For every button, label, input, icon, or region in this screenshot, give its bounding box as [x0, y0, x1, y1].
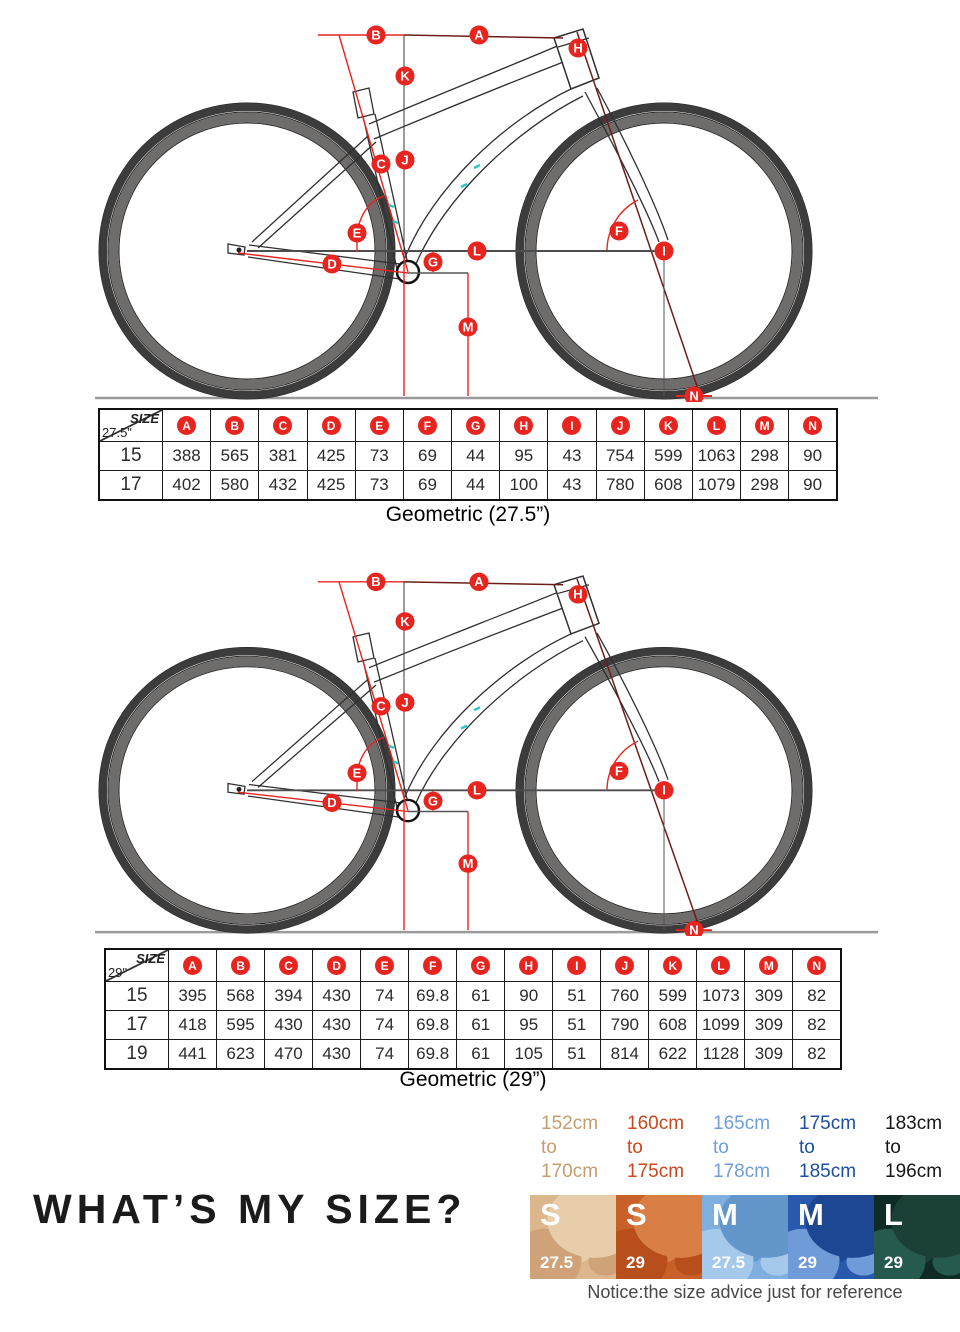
tile-wheel-size: 29 [884, 1253, 903, 1272]
column-header-A: A [169, 949, 217, 982]
header-row [105, 949, 841, 982]
range-from: 152cm [541, 1113, 599, 1134]
geo-value: 425 [307, 442, 355, 471]
geo-value: 425 [307, 471, 355, 501]
geo-value: 74 [361, 1011, 409, 1040]
column-header-B: B [211, 409, 259, 442]
header-row [99, 409, 837, 442]
geo-value: 90 [789, 471, 837, 501]
geo-value: 69 [403, 442, 451, 471]
geo-value: 623 [217, 1040, 265, 1070]
range-to-word: to [885, 1137, 901, 1158]
geo-value: 1073 [697, 982, 745, 1011]
column-header-M: M [741, 409, 789, 442]
column-header-I: I [553, 949, 601, 982]
size-corner-cell: SIZE 27.5" [99, 409, 163, 442]
column-header-E: E [361, 949, 409, 982]
column-header-J: J [596, 409, 644, 442]
tile-size-letter: L [884, 1197, 903, 1232]
range-from: 165cm [713, 1113, 771, 1134]
geo-value: 754 [596, 442, 644, 471]
geometry-table-29 [104, 948, 842, 1070]
geo-value: 44 [452, 471, 500, 501]
geo-value: 470 [265, 1040, 313, 1070]
geo-value: 381 [259, 442, 307, 471]
range-from: 160cm [627, 1113, 685, 1134]
column-header-E: E [355, 409, 403, 442]
range-to-word: to [627, 1137, 643, 1158]
column-header-H: H [500, 409, 548, 442]
column-header-G: G [452, 409, 500, 442]
height-range-m-275 [702, 1112, 788, 1195]
geo-value: 599 [644, 442, 692, 471]
height-range-s-29 [616, 1112, 702, 1195]
geo-value: 51 [553, 982, 601, 1011]
column-header-N: N [793, 949, 841, 982]
range-to-word: to [713, 1137, 729, 1158]
tile-size-letter: S [626, 1197, 647, 1232]
geo-value: 105 [505, 1040, 553, 1070]
geo-value: 90 [789, 442, 837, 471]
geo-value: 580 [211, 471, 259, 501]
geo-value: 441 [169, 1040, 217, 1070]
size-tile-s-29 [616, 1195, 702, 1279]
tile-wheel-size: 29 [798, 1253, 817, 1272]
geo-value: 51 [553, 1040, 601, 1070]
geo-value: 69.8 [409, 1040, 457, 1070]
column-header-D: D [313, 949, 361, 982]
size-value: 17 [105, 1011, 169, 1040]
column-header-L: L [697, 949, 745, 982]
geo-value: 1063 [692, 442, 740, 471]
geo-value: 568 [217, 982, 265, 1011]
size-value: 15 [105, 982, 169, 1011]
geo-value: 73 [355, 442, 403, 471]
geo-value: 82 [793, 982, 841, 1011]
geo-value: 608 [644, 471, 692, 501]
range-from: 175cm [799, 1113, 857, 1134]
tile-size-letter: M [798, 1197, 824, 1232]
table-row [105, 1040, 841, 1070]
geo-value: 790 [601, 1011, 649, 1040]
geo-value: 760 [601, 982, 649, 1011]
table-row [105, 982, 841, 1011]
size-tile-s-275 [530, 1195, 616, 1279]
column-header-B: B [217, 949, 265, 982]
tile-wheel-size: 29 [626, 1253, 645, 1272]
geo-value: 402 [163, 471, 211, 501]
size-corner-cell: SIZE 29" [105, 949, 169, 982]
geo-value: 82 [793, 1011, 841, 1040]
geo-value: 1079 [692, 471, 740, 501]
range-to: 170cm [541, 1161, 599, 1182]
geo-value: 51 [553, 1011, 601, 1040]
geo-value: 565 [211, 442, 259, 471]
table-row [99, 471, 837, 501]
geo-value: 74 [361, 982, 409, 1011]
column-header-D: D [307, 409, 355, 442]
geo-value: 309 [745, 1011, 793, 1040]
geo-value: 622 [649, 1040, 697, 1070]
column-header-C: C [265, 949, 313, 982]
column-header-G: G [457, 949, 505, 982]
geometry-table-27-5 [98, 408, 838, 501]
geometry-diagram-29 [0, 550, 960, 936]
geo-value: 309 [745, 982, 793, 1011]
geo-value: 82 [793, 1040, 841, 1070]
column-header-F: F [409, 949, 457, 982]
column-header-A: A [163, 409, 211, 442]
table-row [105, 1011, 841, 1040]
geo-value: 69.8 [409, 982, 457, 1011]
geo-value: 595 [217, 1011, 265, 1040]
size-notice: Notice:the size advice just for reference [587, 1282, 903, 1302]
size-guide-heading: WHAT’S MY SIZE? [33, 1186, 467, 1232]
tile-size-letter: S [540, 1197, 561, 1232]
height-range-s-275 [530, 1112, 616, 1195]
geo-value: 394 [265, 982, 313, 1011]
range-to-word: to [799, 1137, 815, 1158]
geo-value: 432 [259, 471, 307, 501]
geo-value: 61 [457, 1011, 505, 1040]
column-header-N: N [789, 409, 837, 442]
size-tile-m-29 [788, 1195, 874, 1279]
tile-wheel-size: 27.5 [712, 1253, 746, 1272]
size-tile-l-29 [874, 1195, 960, 1279]
geo-value: 69.8 [409, 1011, 457, 1040]
size-value: 19 [105, 1040, 169, 1070]
geo-value: 95 [500, 442, 548, 471]
geo-value: 298 [741, 471, 789, 501]
geo-value: 43 [548, 471, 596, 501]
geo-value: 430 [265, 1011, 313, 1040]
geo-value: 1128 [697, 1040, 745, 1070]
caption-27-5: Geometric (27.5”) [385, 503, 551, 526]
column-header-K: K [644, 409, 692, 442]
column-header-C: C [259, 409, 307, 442]
geo-value: 44 [452, 442, 500, 471]
geo-value: 90 [505, 982, 553, 1011]
size-guide [530, 1112, 960, 1303]
column-header-F: F [403, 409, 451, 442]
tile-size-letter: M [712, 1197, 738, 1232]
range-to: 196cm [885, 1161, 943, 1182]
geo-value: 69 [403, 471, 451, 501]
range-to-word: to [541, 1137, 557, 1158]
height-range-l-29 [874, 1112, 960, 1195]
geo-value: 388 [163, 442, 211, 471]
caption-29: Geometric (29”) [399, 1068, 547, 1091]
geo-value: 430 [313, 1040, 361, 1070]
geo-value: 309 [745, 1040, 793, 1070]
range-to: 185cm [799, 1161, 857, 1182]
column-header-M: M [745, 949, 793, 982]
geometry-diagram-27-5 [0, 2, 960, 402]
range-to: 178cm [713, 1161, 771, 1182]
geo-value: 780 [596, 471, 644, 501]
height-range-m-29 [788, 1112, 874, 1195]
range-to: 175cm [627, 1161, 685, 1182]
column-header-I: I [548, 409, 596, 442]
geo-value: 298 [741, 442, 789, 471]
column-header-L: L [692, 409, 740, 442]
range-from: 183cm [885, 1113, 943, 1134]
size-value: 17 [99, 471, 163, 501]
geo-value: 61 [457, 1040, 505, 1070]
geo-value: 100 [500, 471, 548, 501]
column-header-K: K [649, 949, 697, 982]
geo-value: 1099 [697, 1011, 745, 1040]
height-ranges-row [530, 1112, 960, 1195]
geo-value: 430 [313, 1011, 361, 1040]
column-header-J: J [601, 949, 649, 982]
geo-value: 395 [169, 982, 217, 1011]
column-header-H: H [505, 949, 553, 982]
table-row [99, 442, 837, 471]
geo-value: 608 [649, 1011, 697, 1040]
geo-value: 599 [649, 982, 697, 1011]
tile-wheel-size: 27.5 [540, 1253, 574, 1272]
geo-value: 43 [548, 442, 596, 471]
geo-value: 61 [457, 982, 505, 1011]
size-value: 15 [99, 442, 163, 471]
geo-value: 418 [169, 1011, 217, 1040]
geo-value: 74 [361, 1040, 409, 1070]
geo-value: 95 [505, 1011, 553, 1040]
size-tiles-row [530, 1195, 960, 1279]
geo-value: 430 [313, 982, 361, 1011]
geo-value: 73 [355, 471, 403, 501]
geo-value: 814 [601, 1040, 649, 1070]
size-tile-m-275 [702, 1195, 788, 1279]
